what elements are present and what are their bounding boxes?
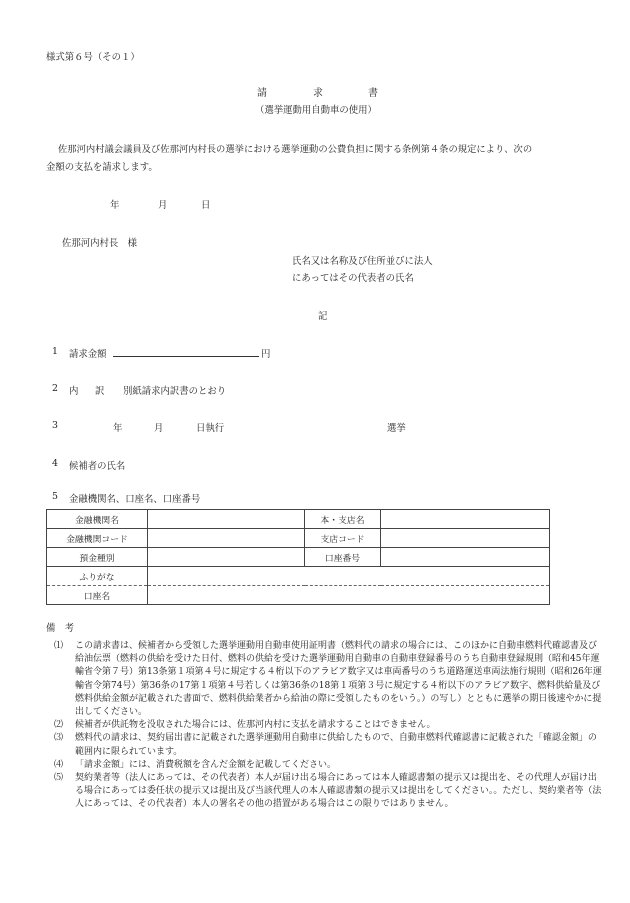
table-row bbox=[47, 510, 550, 529]
note-number: ⑸ bbox=[54, 773, 64, 784]
account-number-label: 口座番号 bbox=[305, 548, 381, 567]
list-item bbox=[54, 732, 602, 758]
candidate-name-label: 候補者の氏名 bbox=[69, 461, 126, 472]
table-row bbox=[47, 567, 550, 586]
list-item bbox=[54, 640, 602, 719]
date-day: 日 bbox=[201, 200, 211, 211]
item-number: 5 bbox=[52, 491, 58, 502]
note-text: 契約業者等（法人にあっては、その代表者）本人が届け出る場合にあっては本人確認書類の提示又は提出を、その代理人が届け出る場合にあっては委任状の提示又は提出及び当該代理人の本人確認書類の提示又は提出をしてください。。ただし、契約業者等（法人にあっては、その代表者）本人の署名その他の措置がある場合はこの限りではありません。 bbox=[75, 773, 602, 810]
account-name-cell bbox=[148, 586, 550, 605]
request-amount-label: 請求金額 bbox=[69, 349, 107, 360]
title-char-1: 請 bbox=[257, 88, 267, 99]
intro-line-1: 佐那河内村議会議員及び佐那河内村長の選挙における選挙運動の公費負担に関する条例第４条の規定により、次の bbox=[58, 144, 533, 155]
furigana-cell bbox=[148, 567, 550, 586]
breakdown-label-a: 内 bbox=[69, 386, 79, 397]
note-number: ⑶ bbox=[54, 733, 64, 744]
request-amount-line bbox=[113, 356, 259, 357]
title-char-2: 求 bbox=[313, 88, 323, 99]
list-item bbox=[54, 759, 602, 772]
deposit-type-label: 預金種別 bbox=[47, 548, 148, 567]
institution-code-label: 金融機関コード bbox=[47, 529, 148, 548]
table-row bbox=[47, 586, 550, 605]
list-item bbox=[54, 772, 602, 812]
item-number: 1 bbox=[52, 346, 58, 357]
account-number-cell bbox=[381, 548, 550, 567]
breakdown-text: 別紙請求内訳書のとおり bbox=[123, 386, 227, 397]
note-number: ⑵ bbox=[54, 720, 64, 731]
table-row bbox=[47, 529, 550, 548]
breakdown-label-b: 訳 bbox=[95, 386, 105, 397]
request-amount-unit: 円 bbox=[261, 349, 271, 360]
intro-line-2: 金額の支払を請求します。 bbox=[46, 162, 158, 173]
date-month: 月 bbox=[158, 200, 168, 211]
addressee: 佐那河内村長 様 bbox=[62, 238, 138, 249]
deposit-type-cell bbox=[148, 548, 305, 567]
bank-account-table bbox=[46, 509, 550, 605]
notes-heading: 備 考 bbox=[46, 623, 75, 634]
election-month: 月 bbox=[154, 423, 164, 434]
title-char-3: 書 bbox=[368, 88, 378, 99]
note-text: 燃料代の請求は、契約届出書に記載された選挙運動用自動車に供給したもので、自動車燃料代確認書に記載された「確認金額」の範囲内に限られています。 bbox=[75, 733, 597, 757]
note-text: この請求書は、候補者から受領した選挙運動用自動車使用証明書（燃料代の請求の場合には、このほかに自動車燃料代確認書及び給油伝票（燃料の供給を受けた日付、燃料の供給を受けた選挙運動用自動車の自動車登録番号のうち自動車登録規則（昭和45年運輸省令第７号）第13条第１項第４号に規定する４桁以下のアラビア数字又は車両番号のうち道路運送車両法施行規則（昭和26年運輸省令第74号）第36条の17第１項第４号若しくは第36条の18第１項第３号に規定する４桁以下のアラビア数字、燃料供給量及び燃料供給金額が記載された書面で、燃料供給業者から給油の際に受領したものをいう。）の写し）とともに選挙の期日後速やかに提出してください。 bbox=[75, 641, 602, 718]
note-number: ⑷ bbox=[54, 759, 64, 770]
form-number: 様式第６号（その１） bbox=[46, 52, 140, 63]
branch-name-cell bbox=[381, 510, 550, 529]
note-number: ⑴ bbox=[54, 641, 64, 651]
date-year: 年 bbox=[110, 200, 120, 211]
table-row bbox=[47, 548, 550, 567]
document-subtitle: （選挙運動用自動車の使用） bbox=[255, 105, 377, 116]
branch-code-label: 支店コード bbox=[305, 529, 381, 548]
bank-info-label: 金融機関名、口座名、口座番号 bbox=[69, 494, 201, 505]
account-name-label: 口座名 bbox=[47, 586, 148, 605]
note-text: 候補者が供託物を没収された場合には、佐那河内村に支払を請求することはできません。 bbox=[75, 720, 436, 731]
signer-line-2: にあってはその代表者の氏名 bbox=[292, 273, 414, 284]
note-text: 「請求金額」には、消費税額を含んだ金額を記載してください。 bbox=[75, 759, 337, 770]
item-number: 2 bbox=[52, 383, 58, 394]
signer-line-1: 氏名又は名称及び住所並びに法人 bbox=[292, 256, 433, 267]
ki-heading: 記 bbox=[318, 311, 328, 322]
branch-name-label: 本・支店名 bbox=[305, 510, 381, 529]
item-number: 3 bbox=[52, 420, 58, 431]
election-year: 年 bbox=[113, 423, 123, 434]
institution-name-label: 金融機関名 bbox=[47, 510, 148, 529]
election-day: 日執行 bbox=[196, 423, 225, 434]
institution-code-cell bbox=[148, 529, 305, 548]
furigana-label: ふりがな bbox=[47, 567, 148, 586]
notes-list bbox=[54, 640, 602, 812]
institution-name-cell bbox=[148, 510, 305, 529]
election-label: 選挙 bbox=[387, 423, 406, 434]
list-item bbox=[54, 719, 602, 732]
branch-code-cell bbox=[381, 529, 550, 548]
item-number: 4 bbox=[52, 458, 58, 469]
